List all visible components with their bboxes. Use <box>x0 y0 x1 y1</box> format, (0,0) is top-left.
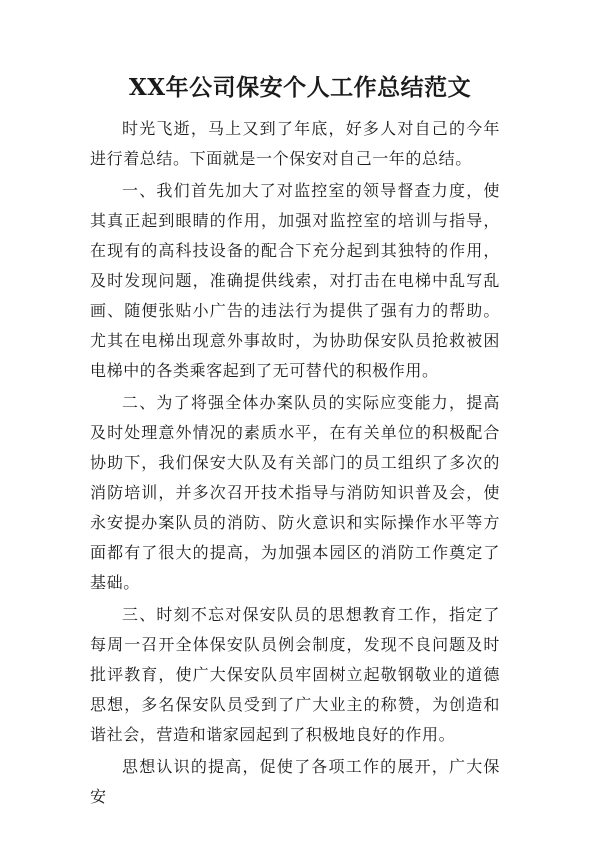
paragraph-continuation: 思想认识的提高，促使了各项工作的展开，广大保安 <box>90 757 500 806</box>
paragraph-intro: 时光飞逝，马上又到了年底，好多人对自己的今年进行着总结。下面就是一个保安对自己一年的总结。 <box>90 119 500 168</box>
paragraph-point-1: 一、我们首先加大了对监控室的领导督查力度，使其真正起到眼睛的作用，加强对监控室的培训与指导，在现有的高科技设备的配合下充分起到其独特的作用，及时发现问题，准确提供线索，对打击在电梯中乱写乱画、随便张贴小广告的违法行为提供了强有力的帮助。尤其在电梯出现意外事故时，为协助保安队员抢救被困电梯中的各类乘客起到了无可替代的积极作用。 <box>90 181 500 380</box>
paragraph-point-3: 三、时刻不忘对保安队员的思想教育工作，指定了每周一召开全体保安队员例会制度，发现不良问题及时批评教育，使广大保安队员牢固树立起敬钢敬业的道德思想，多名保安队员受到了广大业主的称赞，为创造和谐社会，营造和谐家园起到了积极地良好的作用。 <box>90 605 500 744</box>
document-body <box>90 114 500 812</box>
document-title: XX年公司保安个人工作总结范文 <box>128 74 472 101</box>
paragraph-point-2: 二、为了将强全体办案队员的实际应变能力，提高及时处理意外情况的素质水平，在有关单位的积极配合协助下，我们保安大队及有关部门的员工组织了多次的消防培训，并多次召开技术指导与消防知识普及会，使永安提办案队员的消防、防火意识和实际操作水平等方面都有了很大的提高，为加强本园区的消防工作奠定了基础。 <box>90 393 500 592</box>
